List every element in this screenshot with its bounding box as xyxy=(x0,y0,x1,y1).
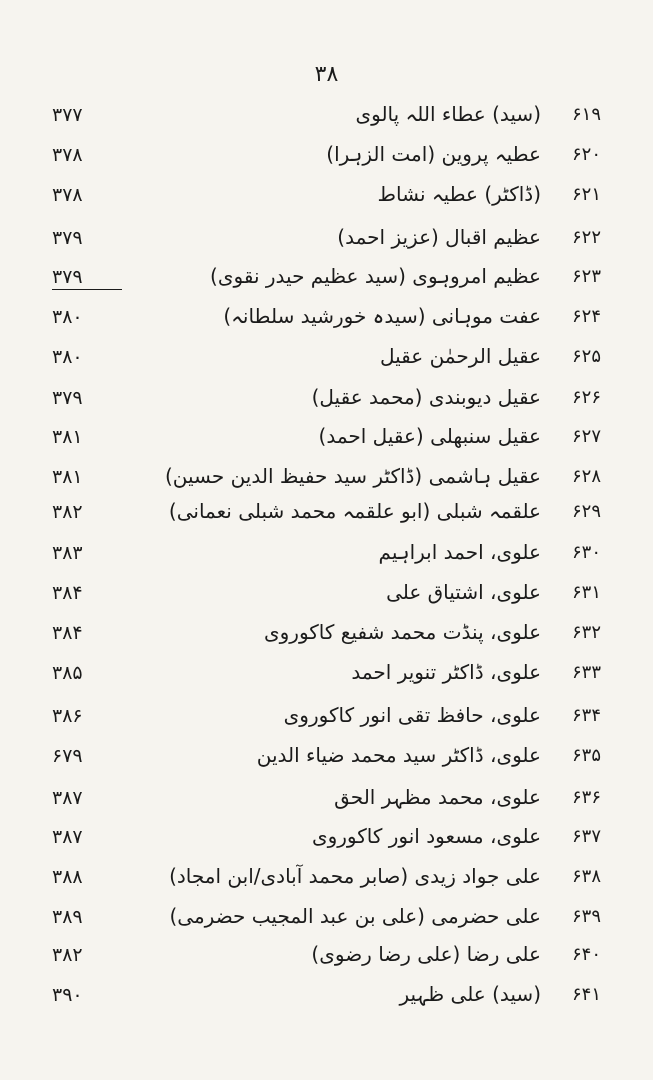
entry-number: ۶۳۲ xyxy=(571,622,601,643)
toc-entry xyxy=(0,422,653,458)
entry-title: علوی، اشتیاق علی xyxy=(386,580,541,604)
entry-number: ۶۲۵ xyxy=(571,346,601,367)
toc-entry xyxy=(0,462,653,498)
entry-title: علوی، حافظ تقی انور کاکوروی xyxy=(283,703,541,727)
toc-entry xyxy=(0,383,653,419)
entry-page-ref: ۳۸۵ xyxy=(52,662,83,684)
entry-page-ref: ۳۸۲ xyxy=(52,501,83,523)
entry-title: (سید) عطاء اللہ پالوی xyxy=(355,102,541,126)
entry-title: علوی، محمد مظہر الحق xyxy=(334,785,541,809)
entry-number: ۶۲۳ xyxy=(571,266,601,287)
toc-entry xyxy=(0,618,653,654)
entry-number: ۶۳۳ xyxy=(571,662,601,683)
entry-page-ref: ۳۸۱ xyxy=(52,466,83,488)
entry-page-ref: ۳۸۰ xyxy=(52,346,83,368)
entry-number: ۶۳۰ xyxy=(571,542,601,563)
entry-page-ref: ۳۷۹ xyxy=(52,227,83,249)
toc-entry xyxy=(0,497,653,533)
entry-title: عفت موہانی (سیدہ خورشید سلطانہ) xyxy=(223,304,541,328)
toc-entry xyxy=(0,342,653,378)
entry-title: علی جواد زیدی (صابر محمد آبادی/ابن امجاد) xyxy=(169,864,541,888)
entry-title: عقیل ہاشمی (ڈاکٹر سید حفیظ الدین حسین) xyxy=(164,464,541,488)
entry-number: ۶۳۵ xyxy=(571,745,601,766)
entry-title: عقیل سنبھلی (عقیل احمد) xyxy=(318,424,541,448)
entry-number: ۶۳۷ xyxy=(571,826,601,847)
entry-title: عقیل الرحمٰن عقیل xyxy=(379,344,541,368)
entry-number: ۶۳۱ xyxy=(571,582,601,603)
entry-page-ref: ۳۷۹ xyxy=(52,387,83,409)
toc-entry xyxy=(0,862,653,898)
entry-title: علوی، ڈاکٹر سید محمد ضیاء الدین xyxy=(256,743,541,767)
entry-number: ۶۱۹ xyxy=(571,104,601,125)
entry-title: علی حضرمی (علی بن عبد المجیب حضرمی) xyxy=(169,904,541,928)
entry-title: عقیل دیوبندی (محمد عقیل) xyxy=(311,385,541,409)
toc-entry xyxy=(0,100,653,136)
toc-entry xyxy=(0,658,653,694)
entry-page-ref: ۶۷۹ xyxy=(52,745,83,767)
entry-page-ref: ۳۸۴ xyxy=(52,582,83,604)
entry-title: علقمہ شبلی (ابو علقمہ محمد شبلی نعمانی) xyxy=(168,499,541,523)
entry-page-ref: ۳۷۸ xyxy=(52,184,83,206)
entry-title: (سید) علی ظہیر xyxy=(399,982,541,1006)
entry-page-ref: ۳۸۲ xyxy=(52,944,83,966)
entry-number: ۶۳۸ xyxy=(571,866,601,887)
entry-title: عظیم امروہوی (سید عظیم حیدر نقوی) xyxy=(210,264,541,288)
toc-entry xyxy=(0,140,653,176)
toc-entry xyxy=(0,262,653,298)
entry-number: ۶۳۹ xyxy=(571,906,601,927)
toc-entry xyxy=(0,902,653,938)
entry-title: علوی، ڈاکٹر تنویر احمد xyxy=(351,660,541,684)
entry-page-ref: ۳۸۱ xyxy=(52,426,83,448)
entry-number: ۶۳۶ xyxy=(571,787,601,808)
entry-page-ref: ۳۷۹ xyxy=(52,266,122,290)
toc-entry xyxy=(0,223,653,259)
entry-number: ۶۳۴ xyxy=(571,705,601,726)
entry-title: (ڈاکٹر) عطیہ نشاط xyxy=(377,182,541,206)
entry-number: ۶۲۸ xyxy=(571,466,601,487)
entry-number: ۶۴۰ xyxy=(571,944,601,965)
toc-entry xyxy=(0,980,653,1016)
toc-entry xyxy=(0,940,653,976)
entry-number: ۶۲۲ xyxy=(571,227,601,248)
entry-page-ref: ۳۷۸ xyxy=(52,144,83,166)
entry-number: ۶۲۰ xyxy=(571,144,601,165)
page-number: ۳۸ xyxy=(314,62,339,87)
entry-page-ref: ۳۷۷ xyxy=(52,104,83,126)
entry-title: عطیہ پروین (امت الزہرا) xyxy=(326,142,541,166)
toc-entry xyxy=(0,180,653,216)
entry-number: ۶۲۶ xyxy=(571,387,601,408)
entry-title: علی رضا (علی رضا رضوی) xyxy=(311,942,541,966)
entry-page-ref: ۳۸۶ xyxy=(52,705,83,727)
entry-number: ۶۲۹ xyxy=(571,501,601,522)
entry-title: علوی، پنڈت محمد شفیع کاکوروی xyxy=(263,620,541,644)
toc-entry xyxy=(0,578,653,614)
entry-page-ref: ۳۸۷ xyxy=(52,826,83,848)
toc-entry xyxy=(0,302,653,338)
entry-page-ref: ۳۸۰ xyxy=(52,306,83,328)
entry-page-ref: ۳۸۳ xyxy=(52,542,83,564)
entry-title: علوی، احمد ابراہیم xyxy=(378,540,541,564)
toc-entry xyxy=(0,741,653,777)
toc-entry xyxy=(0,538,653,574)
entry-page-ref: ۳۹۰ xyxy=(52,984,83,1006)
entry-page-ref: ۳۸۹ xyxy=(52,906,83,928)
toc-entry xyxy=(0,783,653,819)
entry-number: ۶۲۷ xyxy=(571,426,601,447)
entry-page-ref: ۳۸۸ xyxy=(52,866,83,888)
toc-entry xyxy=(0,822,653,858)
entry-number: ۶۴۱ xyxy=(571,984,601,1005)
entry-number: ۶۲۴ xyxy=(571,306,601,327)
entry-title: علوی، مسعود انور کاکوروی xyxy=(311,824,541,848)
entry-title: عظیم اقبال (عزیز احمد) xyxy=(337,225,541,249)
entry-page-ref: ۳۸۷ xyxy=(52,787,83,809)
entry-page-ref: ۳۸۴ xyxy=(52,622,83,644)
entry-number: ۶۲۱ xyxy=(571,184,601,205)
toc-entry xyxy=(0,701,653,737)
